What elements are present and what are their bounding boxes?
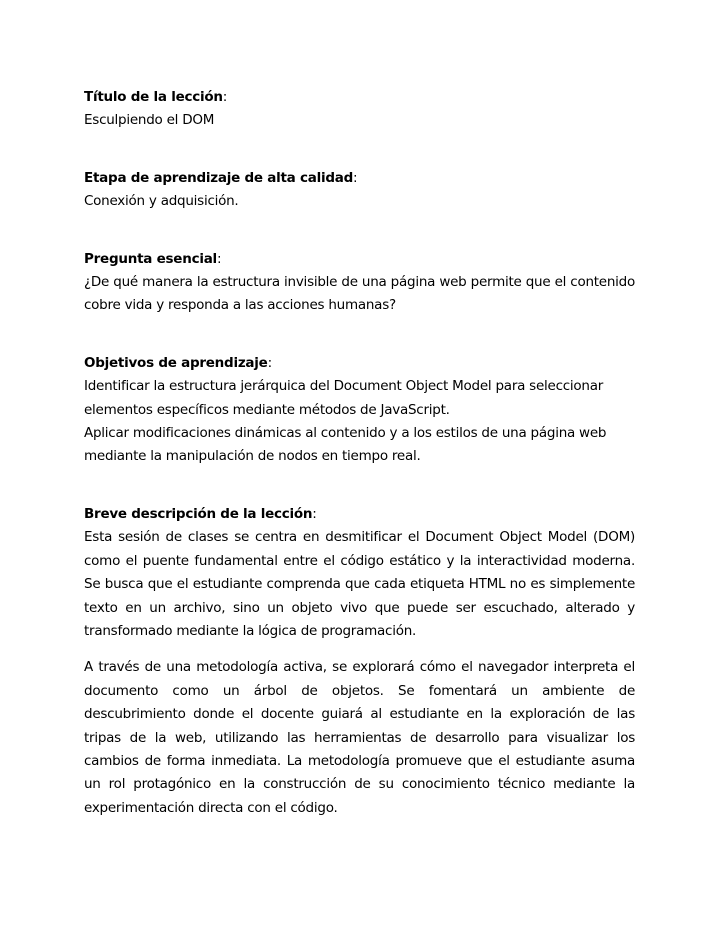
colon: : [267,354,272,371]
learning-objective-1: Identificar la estructura jerárquica del Document Object Model para seleccionar elementos específicos mediante métodos de JavaScript. [84,378,604,418]
colon: : [216,250,222,267]
lesson-description-section [84,503,635,820]
learning-stage-value: Conexión y adquisición. [84,193,239,210]
essential-question-label: Pregunta esencial [84,250,217,267]
lesson-title-heading [84,86,635,109]
essential-question-value: ¿De qué manera la estructura invisible de una página web permite que el contenido cobre vida y responda a las acciones humanas? [84,274,635,314]
lesson-title-label: Título de la lección [84,89,223,105]
learning-objective-2: Aplicar modificaciones dinámicas al contenido y a los estilos de una página web mediante la manipulación de nodos en tiempo real. [84,425,607,465]
lesson-description-label: Breve descripción de la lección [84,505,313,522]
lesson-description-paragraph-1: Esta sesión de clases se centra en desmitificar el Document Object Model (DOM) como el puente fundamental entre el código estático y la interactividad moderna. Se busca que el estudiante comprenda que cada etiqueta HTML no es simplemente texto en un archivo, sino un objeto vivo que puede ser escuchado, alterado y transformado mediante la lógica de programación. [84,529,635,639]
learning-objectives-section [84,352,635,469]
learning-stage-section [84,167,635,214]
lesson-description-heading [84,503,635,526]
colon: : [222,89,228,105]
colon: : [312,505,317,522]
colon: : [353,169,358,186]
learning-objectives-heading [84,352,635,375]
learning-stage-heading [84,167,635,190]
lesson-description-paragraph-2: A través de una metodología activa, se explorará cómo el navegador interpreta el documento como un árbol de objetos. Se fomentará un ambiente de descubrimiento donde el docente guiará al estudiante en la exploración de las tripas de la web, utilizando las herramientas de desarrollo para visualizar los cambios de forma inmediata. La metodología promueve que el estudiante asuma un rol protagónico en la construcción de su conocimiento técnico mediante la experimentación directa con el código. [84,659,635,816]
lesson-title-section [84,86,635,133]
learning-stage-label: Etapa de aprendizaje de alta calidad [84,169,354,186]
essential-question-section [84,248,635,318]
essential-question-heading [84,248,635,271]
learning-objectives-label: Objetivos de aprendizaje [84,354,268,371]
lesson-title-value: Esculpiendo el DOM [84,112,215,129]
